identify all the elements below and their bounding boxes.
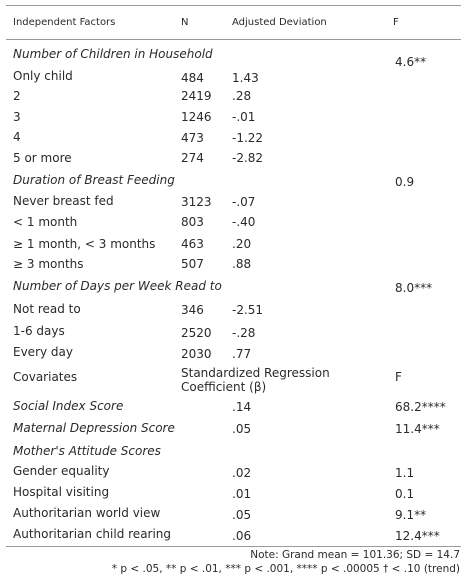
coef-value: .06 [232, 529, 252, 543]
n-value: 473 [181, 131, 204, 145]
covariate-label: Authoritarian child rearing [13, 527, 172, 541]
adj-value: .28 [232, 89, 252, 103]
header-adjusted-deviation: Adjusted Deviation [232, 17, 327, 28]
row-label: Not read to [13, 302, 81, 316]
coef-value: .05 [232, 508, 252, 522]
adj-value: -2.51 [232, 303, 264, 317]
adj-value: -.40 [232, 215, 256, 229]
adj-value: .20 [232, 237, 252, 251]
row-label: ≥ 1 month, < 3 months [13, 237, 156, 251]
header-independent-factors: Independent Factors [13, 17, 116, 28]
n-value: 507 [181, 257, 204, 271]
coef-value: .14 [232, 400, 252, 414]
covariate-label: Authoritarian world view [13, 506, 161, 520]
f-value: 68.2**** [395, 400, 446, 414]
adj-value: 1.43 [232, 71, 259, 85]
row-label: 5 or more [13, 151, 72, 165]
adj-value: -.01 [232, 110, 256, 124]
coef-value: .01 [232, 487, 252, 501]
n-value: 484 [181, 71, 204, 85]
table-top-rule [6, 5, 461, 6]
covariate-label: Social Index Score [13, 399, 124, 413]
n-value: 3123 [181, 195, 212, 209]
adj-value: -.07 [232, 195, 256, 209]
group-label: Number of Children in Household [13, 47, 213, 61]
coef-value: .05 [232, 422, 252, 436]
row-label: ≥ 3 months [13, 257, 84, 271]
n-value: 1246 [181, 110, 212, 124]
header-n: N [181, 17, 189, 28]
n-value: 346 [181, 303, 204, 317]
row-label: 2 [13, 89, 21, 103]
coef-header-line1: Standardized Regression [181, 366, 330, 380]
row-label: 4 [13, 130, 21, 144]
table-significance-note: * p < .05, ** p < .01, *** p < .001, **** p < .00005 † < .10 (trend) [111, 563, 460, 575]
header-f: F [393, 17, 399, 28]
table-header-rule [6, 39, 461, 40]
adj-value: .88 [232, 257, 252, 271]
n-value: 274 [181, 151, 204, 165]
adj-value: -1.22 [232, 131, 264, 145]
coef-header-line2: Coefficient (β) [181, 380, 267, 394]
adj-value: -.28 [232, 326, 256, 340]
table-bottom-rule [6, 546, 461, 547]
row-label: Every day [13, 345, 73, 359]
group-label: Duration of Breast Feeding [13, 173, 175, 187]
adj-value: .77 [232, 347, 252, 361]
f-value: 0.1 [395, 487, 415, 501]
n-value: 2419 [181, 89, 212, 103]
n-value: 2030 [181, 347, 212, 361]
coef-value: .02 [232, 466, 252, 480]
f-value: 4.6** [395, 55, 427, 69]
covariates-f-header: F [395, 370, 402, 384]
f-value: 8.0*** [395, 281, 433, 295]
table-note: Note: Grand mean = 101.36; SD = 14.7 [250, 549, 460, 561]
row-label: 1-6 days [13, 324, 65, 338]
covariate-label: Maternal Depression Score [13, 421, 175, 435]
row-label: Never breast fed [13, 194, 114, 208]
covariate-label: Hospital visiting [13, 485, 110, 499]
row-label: < 1 month [13, 215, 78, 229]
f-value: 1.1 [395, 466, 415, 480]
n-value: 803 [181, 215, 204, 229]
covariates-label: Covariates [13, 370, 78, 384]
covariate-label: Gender equality [13, 464, 110, 478]
adj-value: -2.82 [232, 151, 264, 165]
n-value: 463 [181, 237, 204, 251]
row-label: Only child [13, 69, 73, 83]
f-value: 0.9 [395, 175, 415, 189]
row-label: 3 [13, 110, 21, 124]
f-value: 9.1** [395, 508, 427, 522]
f-value: 11.4*** [395, 422, 440, 436]
n-value: 2520 [181, 326, 212, 340]
covariate-group-label: Mother's Attitude Scores [13, 444, 161, 458]
f-value: 12.4*** [395, 529, 440, 543]
group-label: Number of Days per Week Read to [13, 279, 222, 293]
